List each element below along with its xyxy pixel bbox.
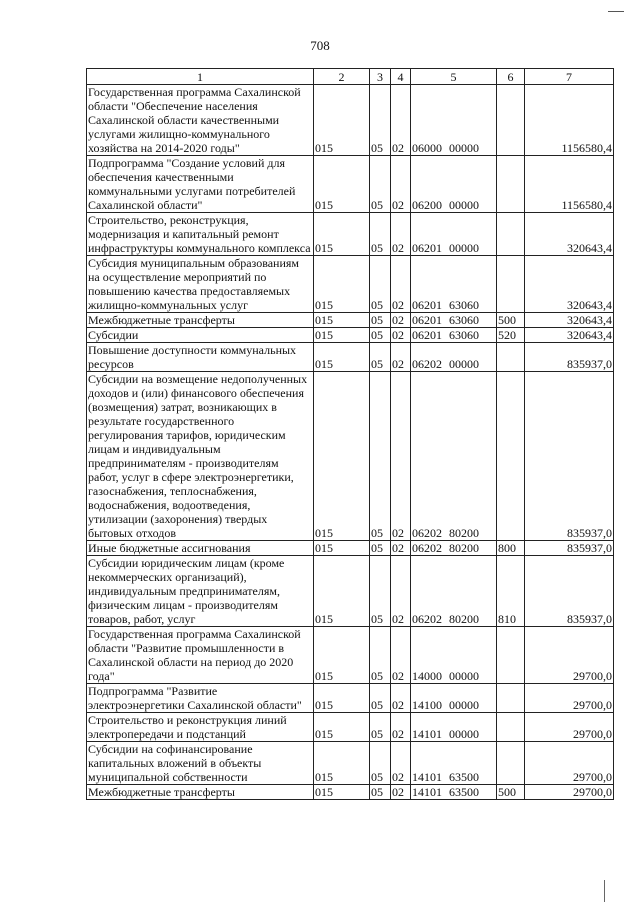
row-target-code: 14000 00000 — [411, 627, 497, 684]
row-name: Субсидии на возмещение недополученных доходов и (или) финансового обеспечения (возмещения) затрат, возникающих в результате государственного регулирования тарифов, юридическим лицам и индивидуальным предпринимателям - производителям работ, услуг в сфере электроэнергетики, газоснабжения, теплоснабжения, водоснабжения, водоотведения, утилизации (захоронения) твердых бытовых отходов — [87, 372, 314, 541]
table-row — [87, 742, 614, 785]
row-expense-type: 810 — [497, 556, 525, 627]
row-name: Субсидии юридическим лицам (кроме некоммерческих организаций), индивидуальным предпринимателям, физическим лицам - производителям товаров, работ, услуг — [87, 556, 314, 627]
row-amount: 320643,4 — [525, 213, 614, 256]
column-header: 1 — [87, 69, 314, 85]
row-expense-type — [497, 256, 525, 313]
row-subsection-code: 02 — [391, 742, 411, 785]
row-section-code: 05 — [370, 742, 391, 785]
row-expense-type — [497, 372, 525, 541]
row-ministry-code: 015 — [314, 156, 370, 213]
page-number: 708 — [310, 38, 330, 53]
row-subsection-code: 02 — [391, 313, 411, 328]
row-expense-type: 500 — [497, 313, 525, 328]
row-section-code: 05 — [370, 313, 391, 328]
corner-mark — [608, 0, 624, 12]
row-amount: 29700,0 — [525, 684, 614, 713]
row-subsection-code: 02 — [391, 541, 411, 556]
margin-mark — [604, 880, 605, 902]
row-name: Субсидия муниципальным образованиям на осуществление мероприятий по повышению качества предоставляемых жилищно-коммунальных услуг — [87, 256, 314, 313]
row-target-code: 06201 00000 — [411, 213, 497, 256]
row-ministry-code: 015 — [314, 785, 370, 800]
table-row — [87, 541, 614, 556]
row-subsection-code: 02 — [391, 256, 411, 313]
column-header: 5 — [411, 69, 497, 85]
row-ministry-code: 015 — [314, 627, 370, 684]
row-target-code: 06202 80200 — [411, 541, 497, 556]
row-name: Подпрограмма "Создание условий для обеспечения качественными коммунальными услугами потребителей Сахалинской области" — [87, 156, 314, 213]
row-expense-type: 520 — [497, 328, 525, 343]
row-section-code: 05 — [370, 256, 391, 313]
row-target-code: 06201 63060 — [411, 256, 497, 313]
column-header: 3 — [370, 69, 391, 85]
row-amount: 1156580,4 — [525, 85, 614, 156]
table-row — [87, 313, 614, 328]
row-expense-type: 800 — [497, 541, 525, 556]
row-subsection-code: 02 — [391, 556, 411, 627]
row-name: Субсидии на софинансирование капитальных вложений в объекты муниципальной собственности — [87, 742, 314, 785]
row-amount: 835937,0 — [525, 372, 614, 541]
row-amount: 835937,0 — [525, 556, 614, 627]
row-section-code: 05 — [370, 627, 391, 684]
row-expense-type — [497, 684, 525, 713]
row-expense-type — [497, 343, 525, 372]
row-amount: 29700,0 — [525, 785, 614, 800]
row-section-code: 05 — [370, 556, 391, 627]
column-header: 7 — [525, 69, 614, 85]
row-expense-type — [497, 156, 525, 213]
row-section-code: 05 — [370, 372, 391, 541]
row-target-code: 14101 63500 — [411, 742, 497, 785]
table-row — [87, 85, 614, 156]
row-target-code: 06202 00000 — [411, 343, 497, 372]
row-subsection-code: 02 — [391, 328, 411, 343]
row-subsection-code: 02 — [391, 372, 411, 541]
row-expense-type — [497, 85, 525, 156]
table-row — [87, 213, 614, 256]
table-row — [87, 343, 614, 372]
row-ministry-code: 015 — [314, 684, 370, 713]
row-amount: 29700,0 — [525, 627, 614, 684]
row-subsection-code: 02 — [391, 713, 411, 742]
row-name: Иные бюджетные ассигнования — [87, 541, 314, 556]
row-subsection-code: 02 — [391, 343, 411, 372]
row-amount: 835937,0 — [525, 541, 614, 556]
table-row — [87, 372, 614, 541]
row-subsection-code: 02 — [391, 85, 411, 156]
row-ministry-code: 015 — [314, 328, 370, 343]
row-amount: 29700,0 — [525, 742, 614, 785]
row-section-code: 05 — [370, 85, 391, 156]
row-target-code: 14101 63500 — [411, 785, 497, 800]
row-ministry-code: 015 — [314, 713, 370, 742]
row-section-code: 05 — [370, 541, 391, 556]
row-ministry-code: 015 — [314, 256, 370, 313]
row-amount: 1156580,4 — [525, 156, 614, 213]
row-ministry-code: 015 — [314, 541, 370, 556]
row-section-code: 05 — [370, 156, 391, 213]
table-row — [87, 713, 614, 742]
row-target-code: 06202 80200 — [411, 372, 497, 541]
column-header: 4 — [391, 69, 411, 85]
row-ministry-code: 015 — [314, 313, 370, 328]
row-name: Строительство, реконструкция, модернизация и капитальный ремонт инфраструктуры коммунального комплекса — [87, 213, 314, 256]
table-row — [87, 328, 614, 343]
row-target-code: 14101 00000 — [411, 713, 497, 742]
row-target-code: 14100 00000 — [411, 684, 497, 713]
row-ministry-code: 015 — [314, 213, 370, 256]
row-target-code: 06202 80200 — [411, 556, 497, 627]
row-expense-type: 500 — [497, 785, 525, 800]
row-expense-type — [497, 627, 525, 684]
row-section-code: 05 — [370, 684, 391, 713]
row-target-code: 06000 00000 — [411, 85, 497, 156]
table-row — [87, 156, 614, 213]
row-expense-type — [497, 713, 525, 742]
table-row — [87, 785, 614, 800]
row-name: Государственная программа Сахалинской области "Обеспечение населения Сахалинской области качественными услугами жилищно-коммунального хозяйства на 2014-2020 годы" — [87, 85, 314, 156]
row-amount: 835937,0 — [525, 343, 614, 372]
row-name: Государственная программа Сахалинской области "Развитие промышленности в Сахалинской области на период до 2020 года" — [87, 627, 314, 684]
row-subsection-code: 02 — [391, 213, 411, 256]
row-subsection-code: 02 — [391, 785, 411, 800]
row-section-code: 05 — [370, 328, 391, 343]
row-amount: 29700,0 — [525, 713, 614, 742]
row-ministry-code: 015 — [314, 372, 370, 541]
row-amount: 320643,4 — [525, 256, 614, 313]
row-section-code: 05 — [370, 713, 391, 742]
row-expense-type — [497, 742, 525, 785]
row-name: Межбюджетные трансферты — [87, 313, 314, 328]
table-header-row — [87, 69, 614, 85]
row-expense-type — [497, 213, 525, 256]
row-name: Строительство и реконструкция линий электропередачи и подстанций — [87, 713, 314, 742]
row-subsection-code: 02 — [391, 684, 411, 713]
row-section-code: 05 — [370, 213, 391, 256]
row-ministry-code: 015 — [314, 556, 370, 627]
row-name: Повышение доступности коммунальных ресурсов — [87, 343, 314, 372]
row-ministry-code: 015 — [314, 742, 370, 785]
row-name: Межбюджетные трансферты — [87, 785, 314, 800]
column-header: 6 — [497, 69, 525, 85]
row-amount: 320643,4 — [525, 313, 614, 328]
row-name: Субсидии — [87, 328, 314, 343]
row-section-code: 05 — [370, 343, 391, 372]
column-header: 2 — [314, 69, 370, 85]
row-name: Подпрограмма "Развитие электроэнергетики Сахалинской области" — [87, 684, 314, 713]
row-target-code: 06201 63060 — [411, 313, 497, 328]
row-ministry-code: 015 — [314, 85, 370, 156]
budget-table — [86, 68, 614, 800]
table-row — [87, 256, 614, 313]
row-subsection-code: 02 — [391, 627, 411, 684]
row-target-code: 06201 63060 — [411, 328, 497, 343]
table-row — [87, 684, 614, 713]
row-amount: 320643,4 — [525, 328, 614, 343]
table-row — [87, 556, 614, 627]
row-section-code: 05 — [370, 785, 391, 800]
table-row — [87, 627, 614, 684]
row-ministry-code: 015 — [314, 343, 370, 372]
row-target-code: 06200 00000 — [411, 156, 497, 213]
row-subsection-code: 02 — [391, 156, 411, 213]
